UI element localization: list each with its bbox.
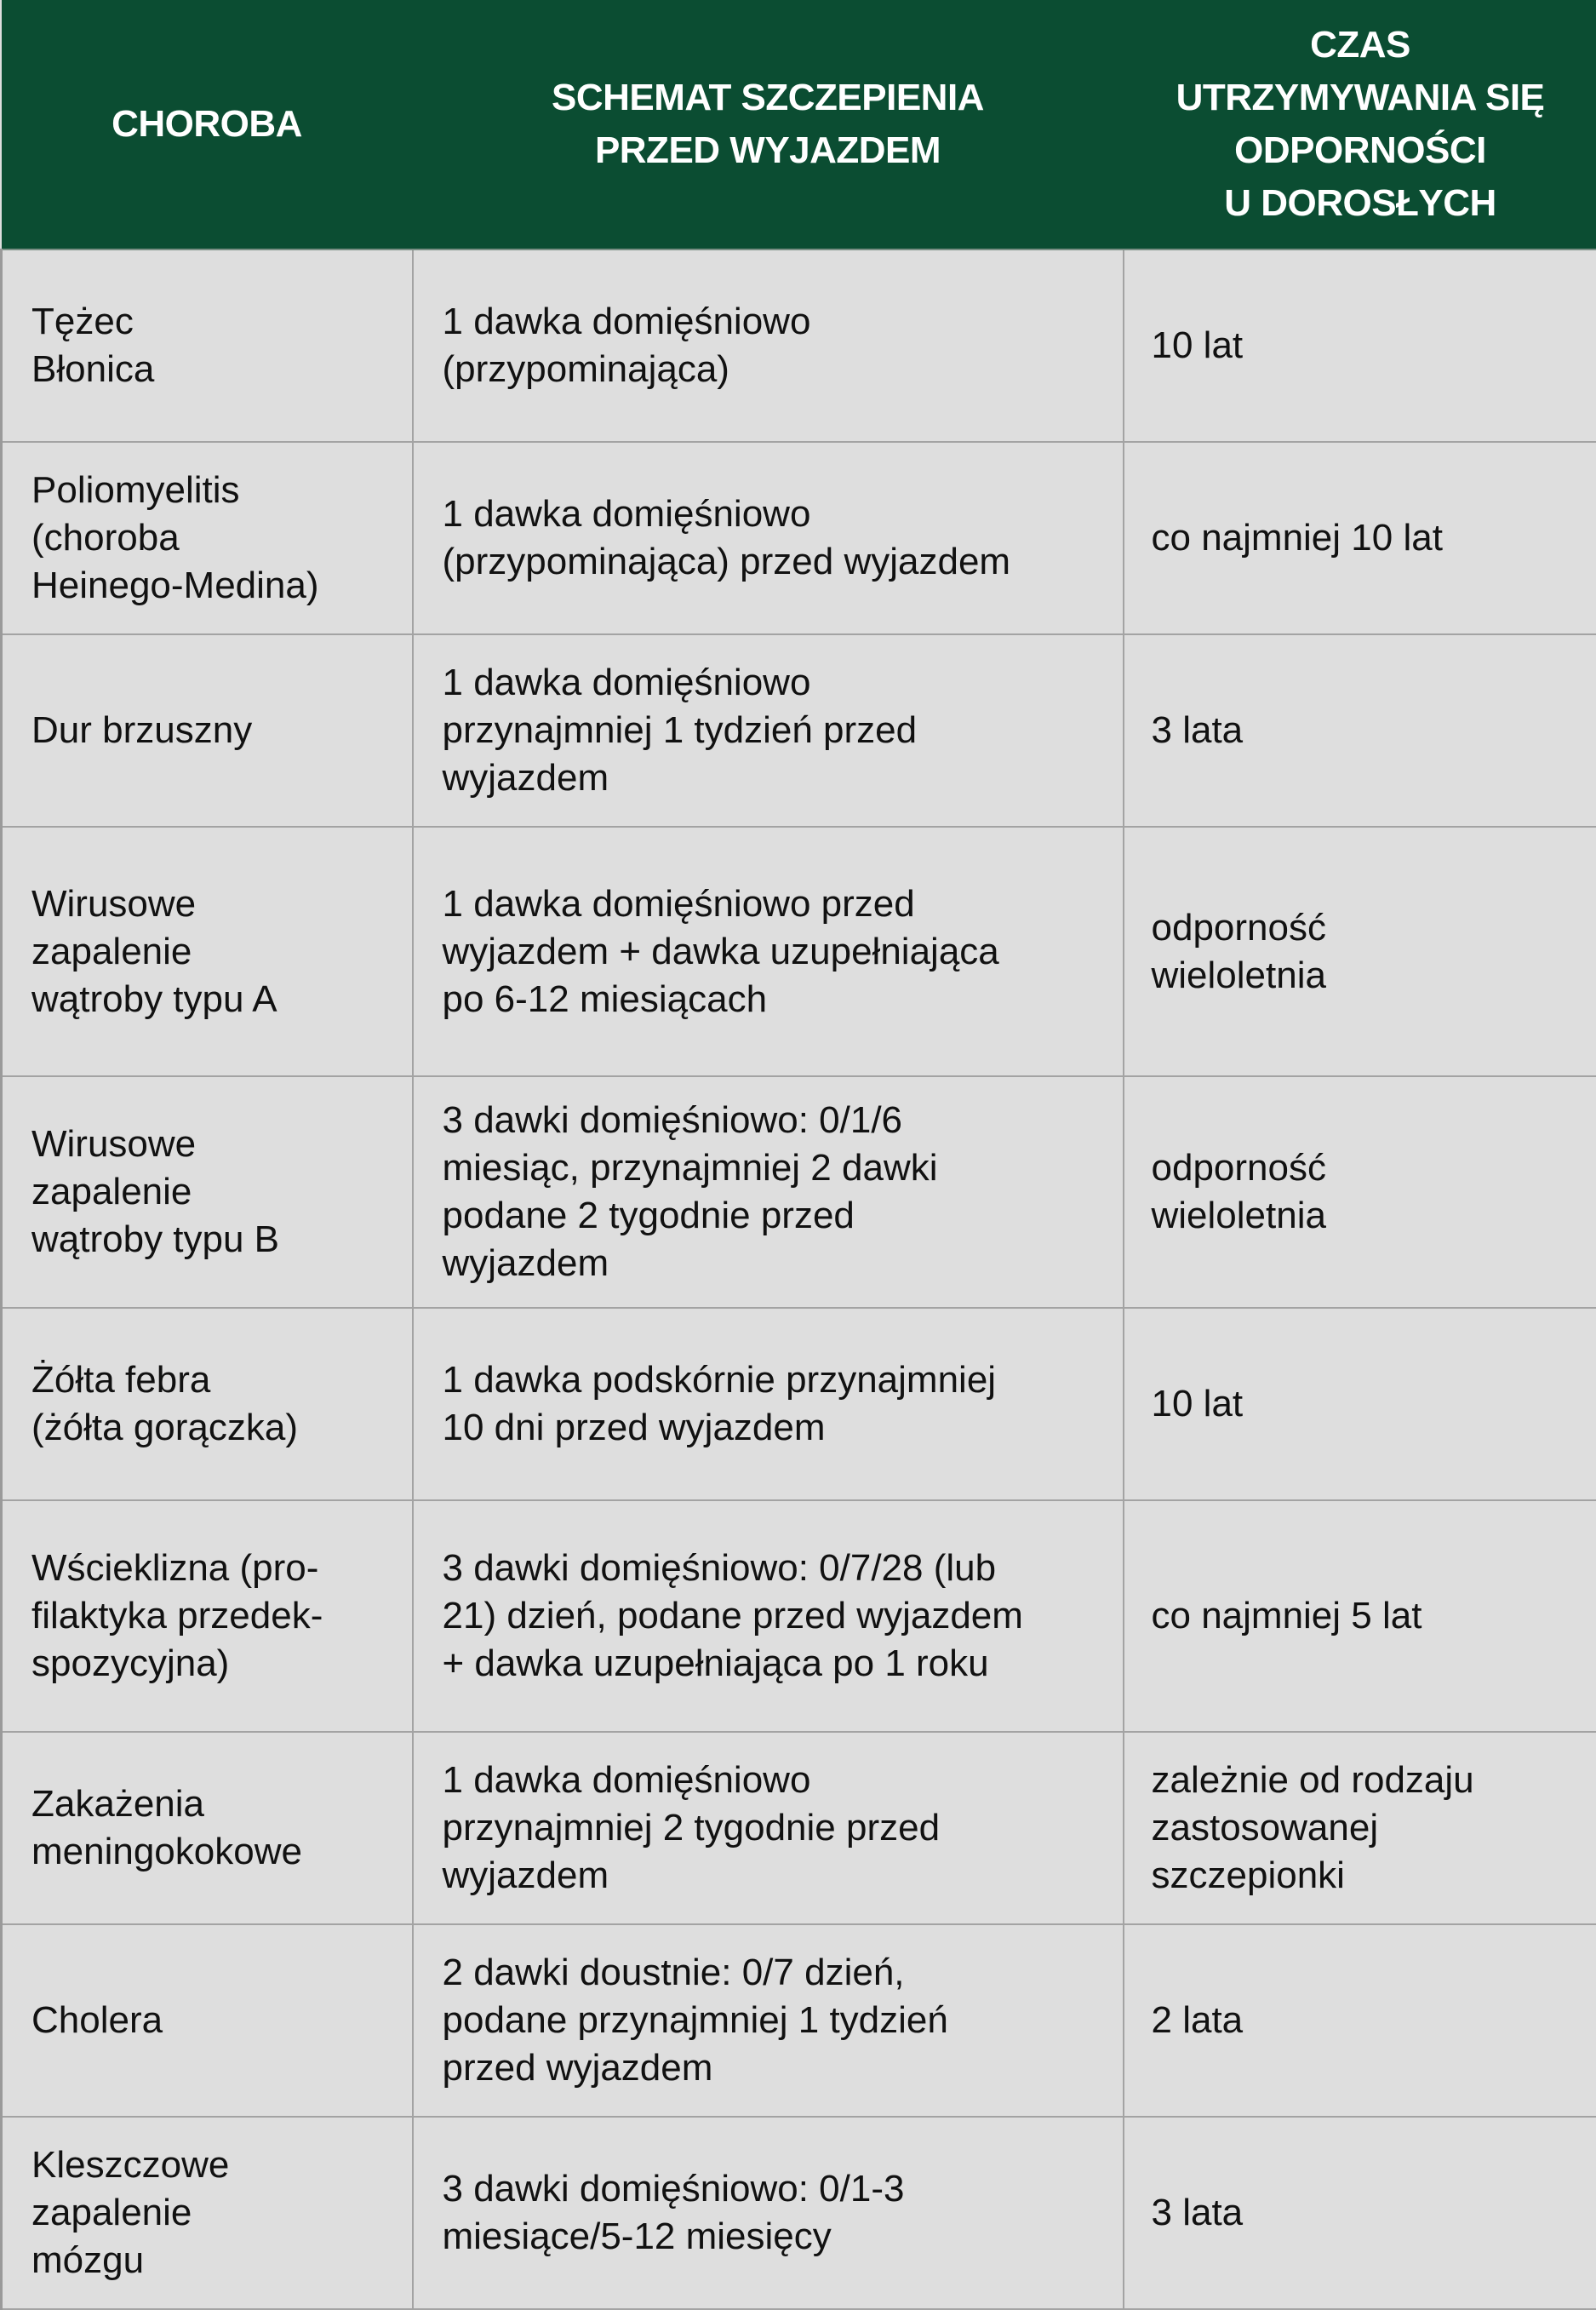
cell-line: 1 dawka podskórnie przynajmniej <box>443 1356 1097 1404</box>
table-row <box>2 249 1596 442</box>
cell-line: wyjazdem <box>443 754 1097 802</box>
cell-line: wyjazdem <box>443 1852 1097 1900</box>
cell-line: (choroba <box>31 514 386 562</box>
cell-line: zapalenie <box>31 2189 386 2237</box>
cell-line: 10 dni przed wyjazdem <box>443 1404 1097 1452</box>
cell-line: zastosowanej <box>1152 1804 1572 1852</box>
cell-schedule <box>413 2117 1124 2309</box>
cell-line: przed wyjazdem <box>443 2044 1097 2092</box>
header-line: UTRZYMYWANIA SIĘ <box>1141 72 1581 124</box>
cell-line: 3 lata <box>1152 707 1572 754</box>
cell-line: Wirusowe <box>31 880 386 928</box>
cell-line: zapalenie <box>31 928 386 976</box>
cell-schedule <box>413 634 1124 827</box>
cell-line: meningokokowe <box>31 1828 386 1876</box>
cell-line: (żółta gorączka) <box>31 1404 386 1452</box>
cell-disease <box>2 1500 413 1732</box>
cell-disease <box>2 1076 413 1308</box>
cell-schedule <box>413 1500 1124 1732</box>
cell-line: Zakażenia <box>31 1780 386 1828</box>
cell-line: Poliomyelitis <box>31 467 386 514</box>
cell-line: (przypominająca) <box>443 346 1097 393</box>
table-row <box>2 2117 1596 2309</box>
cell-line: wyjazdem <box>443 1240 1097 1287</box>
header-schedule <box>413 0 1124 249</box>
cell-disease <box>2 634 413 827</box>
cell-line: Tężec <box>31 298 386 346</box>
cell-immunity <box>1124 827 1596 1076</box>
cell-schedule <box>413 827 1124 1076</box>
cell-line: 3 dawki domięśniowo: 0/7/28 (lub <box>443 1545 1097 1592</box>
cell-line: szczepionki <box>1152 1852 1572 1900</box>
cell-line: 3 lata <box>1152 2189 1572 2237</box>
cell-line: Wścieklizna (pro- <box>31 1545 386 1592</box>
header-line: CZAS <box>1141 19 1581 72</box>
cell-line: 3 dawki domięśniowo: 0/1/6 <box>443 1097 1097 1144</box>
cell-disease <box>2 827 413 1076</box>
table-row <box>2 442 1596 634</box>
cell-immunity <box>1124 634 1596 827</box>
cell-schedule <box>413 1076 1124 1308</box>
cell-immunity <box>1124 1308 1596 1500</box>
cell-line: przynajmniej 1 tydzień przed <box>443 707 1097 754</box>
cell-line: 1 dawka domięśniowo <box>443 298 1097 346</box>
cell-line: 10 lat <box>1152 322 1572 370</box>
cell-line: Wirusowe <box>31 1121 386 1168</box>
header-disease <box>2 0 413 249</box>
cell-schedule <box>413 249 1124 442</box>
cell-line: wieloletnia <box>1152 952 1572 1000</box>
cell-schedule <box>413 1924 1124 2117</box>
table-body <box>2 249 1596 2309</box>
cell-line: Błonica <box>31 346 386 393</box>
table-row <box>2 827 1596 1076</box>
header-line: CHOROBA <box>19 98 396 151</box>
table-header <box>2 0 1596 249</box>
cell-line: zależnie od rodzaju <box>1152 1757 1572 1804</box>
cell-line: odporność <box>1152 904 1572 952</box>
cell-disease <box>2 1732 413 1924</box>
cell-immunity <box>1124 442 1596 634</box>
cell-line: filaktyka przedek- <box>31 1592 386 1640</box>
cell-schedule <box>413 442 1124 634</box>
header-row <box>2 0 1596 249</box>
cell-line: po 6-12 miesiącach <box>443 976 1097 1023</box>
cell-disease <box>2 1308 413 1500</box>
cell-line: wątroby typu B <box>31 1216 386 1264</box>
cell-line: miesiące/5-12 miesięcy <box>443 2213 1097 2261</box>
cell-line: 1 dawka domięśniowo <box>443 659 1097 707</box>
cell-line: 1 dawka domięśniowo <box>443 490 1097 538</box>
table-row <box>2 1732 1596 1924</box>
cell-immunity <box>1124 1732 1596 1924</box>
cell-line: przynajmniej 2 tygodnie przed <box>443 1804 1097 1852</box>
cell-line: spozycyjna) <box>31 1640 386 1688</box>
cell-schedule <box>413 1308 1124 1500</box>
header-immunity-duration <box>1124 0 1596 249</box>
cell-immunity <box>1124 1924 1596 2117</box>
cell-line: 1 dawka domięśniowo <box>443 1757 1097 1804</box>
cell-line: Cholera <box>31 1997 386 2044</box>
cell-line: podane 2 tygodnie przed <box>443 1192 1097 1240</box>
cell-line: 3 dawki domięśniowo: 0/1-3 <box>443 2165 1097 2213</box>
table-row <box>2 634 1596 827</box>
cell-line: (przypominająca) przed wyjazdem <box>443 538 1097 586</box>
cell-immunity <box>1124 1500 1596 1732</box>
cell-line: co najmniej 10 lat <box>1152 514 1572 562</box>
cell-line: 10 lat <box>1152 1380 1572 1428</box>
cell-line: 21) dzień, podane przed wyjazdem <box>443 1592 1097 1640</box>
cell-disease <box>2 1924 413 2117</box>
cell-line: zapalenie <box>31 1168 386 1216</box>
cell-disease <box>2 249 413 442</box>
cell-immunity <box>1124 249 1596 442</box>
table-row <box>2 1500 1596 1732</box>
cell-line: 1 dawka domięśniowo przed <box>443 880 1097 928</box>
cell-line: miesiąc, przynajmniej 2 dawki <box>443 1144 1097 1192</box>
cell-schedule <box>413 1732 1124 1924</box>
cell-disease <box>2 442 413 634</box>
cell-line: + dawka uzupełniająca po 1 roku <box>443 1640 1097 1688</box>
cell-line: Żółta febra <box>31 1356 386 1404</box>
cell-line: 2 lata <box>1152 1997 1572 2044</box>
cell-line: Heinego-Medina) <box>31 562 386 610</box>
cell-line: wieloletnia <box>1152 1192 1572 1240</box>
cell-line: mózgu <box>31 2237 386 2284</box>
cell-line: wątroby typu A <box>31 976 386 1023</box>
table-row <box>2 1924 1596 2117</box>
cell-line: podane przynajmniej 1 tydzień <box>443 1997 1097 2044</box>
header-line: SCHEMAT SZCZEPIENIA <box>430 72 1107 124</box>
header-line: U DOROSŁYCH <box>1141 177 1581 230</box>
table-row <box>2 1308 1596 1500</box>
cell-immunity <box>1124 2117 1596 2309</box>
cell-line: odporność <box>1152 1144 1572 1192</box>
cell-line: Kleszczowe <box>31 2141 386 2189</box>
cell-line: co najmniej 5 lat <box>1152 1592 1572 1640</box>
cell-disease <box>2 2117 413 2309</box>
cell-line: 2 dawki doustnie: 0/7 dzień, <box>443 1949 1097 1997</box>
table-row <box>2 1076 1596 1308</box>
cell-immunity <box>1124 1076 1596 1308</box>
header-line: ODPORNOŚCI <box>1141 124 1581 177</box>
cell-line: Dur brzuszny <box>31 707 386 754</box>
cell-line: wyjazdem + dawka uzupełniająca <box>443 928 1097 976</box>
header-line: PRZED WYJAZDEM <box>430 124 1107 177</box>
